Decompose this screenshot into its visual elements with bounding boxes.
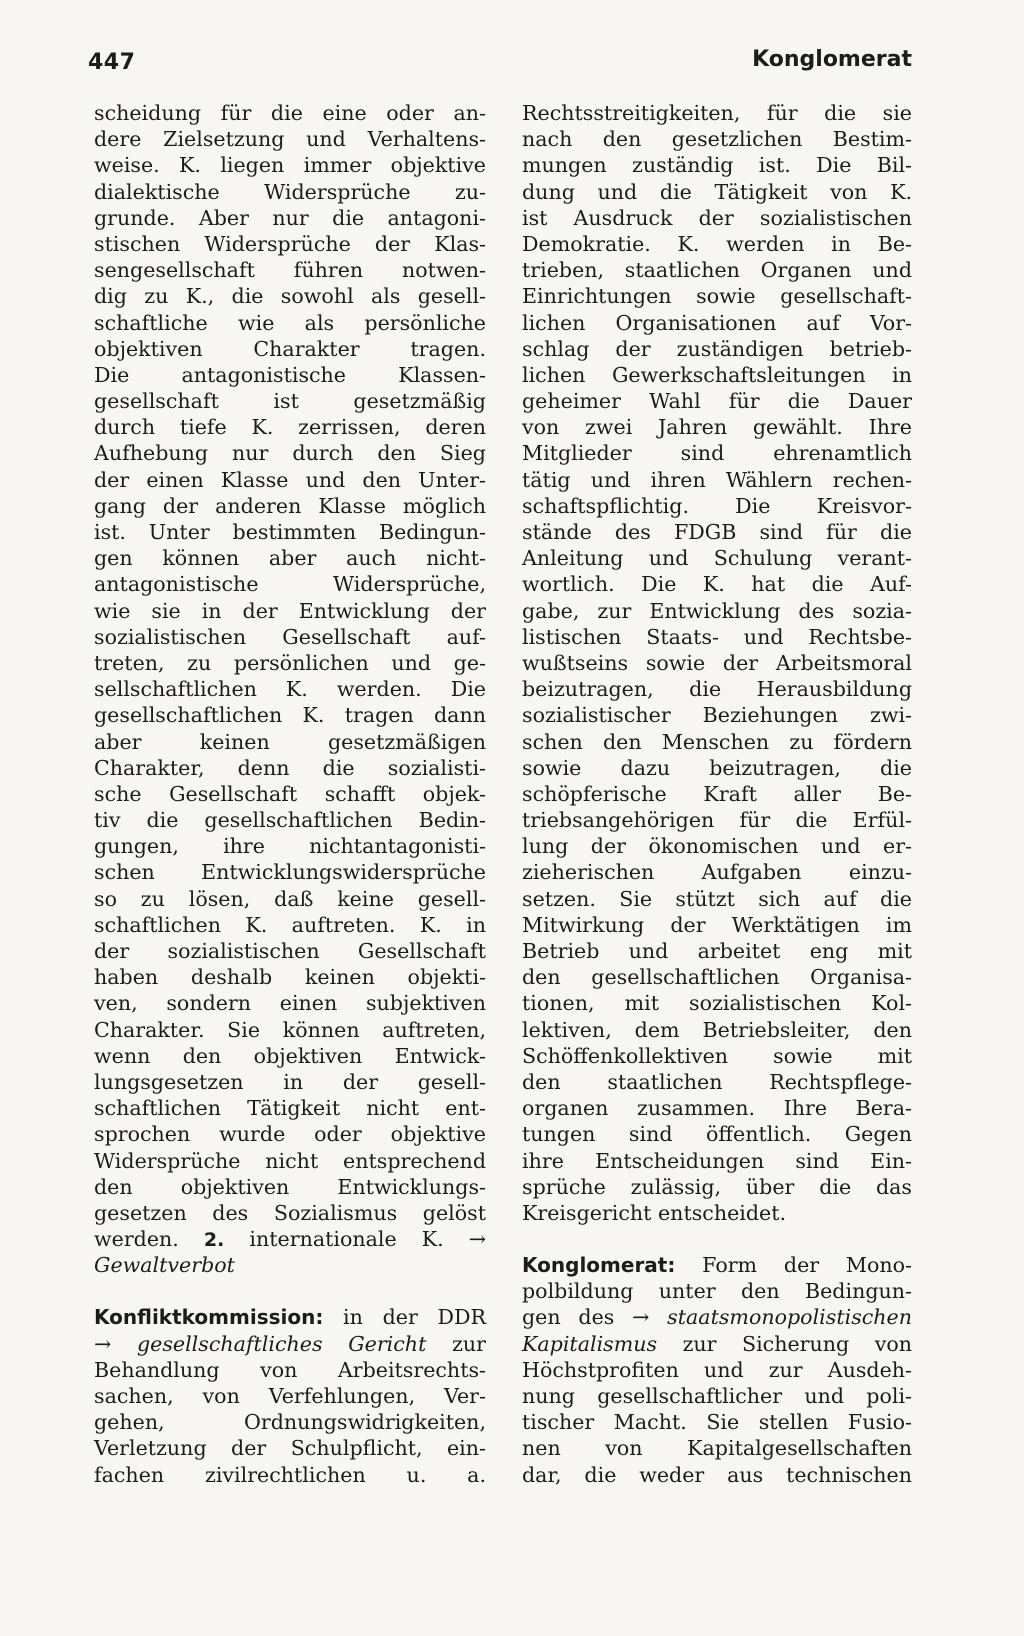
entry-konglomerat-head-line: Konglomerat: Form der Mono- — [522, 1253, 912, 1278]
text-line: gen des → staatsmonopolistischen — [522, 1305, 913, 1330]
text-line: tischer Macht. Sie stellen Fusio- — [522, 1410, 912, 1435]
text-line: mungen zuständig ist. Die Bil- — [522, 153, 912, 178]
text-line: werden. 2. internationale K. → — [94, 1227, 486, 1252]
text-line: fachen zivilrechtlichen u. a. — [94, 1462, 486, 1487]
text-line: den objektiven Entwicklungs- — [94, 1174, 486, 1199]
cross-reference: Kapitalismus — [522, 1331, 658, 1356]
text-line: Charakter. Sie können auftreten, — [94, 1017, 486, 1042]
text-line: nach den gesetzlichen Bestim- — [522, 127, 912, 152]
text-line: von zwei Jahren gewählt. Ihre — [522, 415, 912, 440]
text-line: zieherischen Aufgaben einzu- — [522, 860, 912, 885]
text-line: setzen. Sie stützt sich auf die — [522, 886, 912, 911]
right-column — [522, 100, 912, 1488]
text-line: stände des FDGB sind für die — [522, 520, 912, 544]
text-line: tionen, mit sozialistischen Kol- — [522, 991, 912, 1016]
text-line: polbildung unter den Bedingun- — [522, 1279, 912, 1304]
text-line: beizutragen, die Herausbildung — [522, 677, 912, 702]
cross-reference: Gewaltverbot — [94, 1253, 235, 1278]
text-line: Kapitalismus zur Sicherung von — [522, 1331, 912, 1356]
text-line: Demokratie. K. werden in Be- — [522, 231, 912, 256]
text-line: sachen, von Verfehlungen, Ver- — [94, 1384, 486, 1408]
text-line: treten, zu persönlichen und ge- — [94, 650, 486, 675]
text-line: lungsgesetzen in der gesell- — [94, 1069, 486, 1094]
text-line: gabe, zur Entwicklung des sozia- — [522, 598, 912, 623]
text-line: so zu lösen, daß keine gesell- — [94, 886, 486, 911]
text-line: wortlich. Die K. hat die Auf- — [522, 572, 912, 597]
text-line: dig zu K., die sowohl als gesell- — [94, 284, 486, 309]
text-line: sowie dazu beizutragen, die — [522, 755, 912, 780]
text-line: schaftliche wie als persönliche — [94, 310, 486, 335]
text-line: ist. Unter bestimmten Bedingun- — [94, 520, 486, 544]
text-line: Einrichtungen sowie gesellschaft- — [522, 284, 912, 309]
text-line: den gesellschaftlichen Organisa- — [522, 965, 912, 990]
text-line: Behandlung von Arbeitsrechts- — [94, 1357, 486, 1382]
left-column-text — [94, 100, 486, 1226]
text-line: organen zusammen. Ihre Bera- — [522, 1096, 912, 1121]
text-line: Rechtsstreitigkeiten, für die sie — [522, 101, 912, 125]
text-line: schen den Menschen zu fördern — [522, 729, 912, 754]
text-line: triebsangehörigen für die Erfül- — [522, 808, 912, 833]
entry-heading: Konglomerat: — [522, 1253, 676, 1278]
text-line: aber keinen gesetzmäßigen — [94, 729, 486, 754]
text-line: objektiven Charakter tragen. — [94, 336, 486, 361]
text-line: dialektische Widersprüche zu- — [94, 179, 486, 204]
text-line: stischen Widersprüche der Klas- — [94, 231, 486, 256]
text-line: sche Gesellschaft schafft objek- — [94, 781, 486, 806]
text-line: Höchstprofiten und zur Ausdeh- — [522, 1357, 912, 1382]
text-line: dere Zielsetzung und Verhaltens- — [94, 127, 486, 152]
entry-konfliktkommission-text — [94, 1357, 486, 1488]
text-line: dar, die weder aus technischen — [522, 1462, 912, 1487]
text-line: wenn den objektiven Entwick- — [94, 1043, 486, 1068]
text-line: schaftlichen K. auftreten. K. in — [94, 912, 486, 937]
text-line: durch tiefe K. zerrissen, deren — [94, 415, 486, 440]
entry-heading: Konfliktkommission: — [94, 1305, 324, 1330]
text-line: sprochen wurde oder objektive — [94, 1122, 486, 1147]
text-line: der einen Klasse und den Unter- — [94, 467, 486, 492]
running-head: Konglomerat — [752, 47, 912, 72]
text-line: Anleitung und Schulung verant- — [522, 546, 912, 571]
entry-konglomerat-text — [522, 1357, 912, 1488]
text-line: → gesellschaftliches Gericht zur — [94, 1331, 486, 1356]
text-line: grunde. Aber nur die antagoni- — [94, 205, 486, 230]
text-line: tätig und ihren Wählern rechen- — [522, 467, 912, 492]
text-line: Die antagonistische Klassen- — [94, 362, 486, 387]
text-line: scheidung für die eine oder an- — [94, 101, 486, 125]
text-line: Schöffenkollektiven sowie mit — [522, 1043, 912, 1068]
text-line: sozialistischen Gesellschaft auf- — [94, 624, 486, 649]
text-line: den staatlichen Rechtspflege- — [522, 1069, 912, 1094]
text-line: listischen Staats- und Rechtsbe- — [522, 624, 912, 649]
text-line: schen Entwicklungswidersprüche — [94, 860, 486, 885]
text-line: ven, sondern einen subjektiven — [94, 991, 486, 1016]
right-column-text — [522, 100, 912, 1200]
text-line: tungen sind öffentlich. Gegen — [522, 1122, 912, 1147]
text-line: wie sie in der Entwicklung der — [94, 598, 486, 623]
left-column — [94, 100, 486, 1488]
text-line: gang der anderen Klasse möglich — [94, 493, 486, 518]
text-line: nung gesellschaftlicher und poli- — [522, 1384, 912, 1408]
text-line: Charakter, denn die sozialisti- — [94, 755, 486, 780]
text-line: antagonistische Widersprüche, — [94, 572, 486, 597]
text-line: schöpferische Kraft aller Be- — [522, 781, 912, 806]
text-line: lichen Organisationen auf Vor- — [522, 310, 912, 335]
text-line: sellschaftlichen K. werden. Die — [94, 677, 486, 702]
text-line: Betrieb und arbeitet eng mit — [522, 939, 912, 963]
text-line: sozialistischer Beziehungen zwi- — [522, 703, 912, 728]
text-line: Mitwirkung der Werktätigen im — [522, 912, 912, 937]
text-line: Kreisgericht entscheidet. — [522, 1200, 787, 1225]
text-line: Widersprüche nicht entsprechend — [94, 1148, 486, 1173]
text-line: gungen, ihre nichtantagonisti- — [94, 834, 486, 859]
text-line: ihre Entscheidungen sind Ein- — [522, 1148, 912, 1173]
cross-reference: staatsmonopolistischen — [667, 1305, 913, 1330]
text-line: weise. K. liegen immer objektive — [94, 153, 486, 178]
text-line: schlag der zuständigen betrieb- — [522, 336, 912, 361]
page-number: 447 — [88, 50, 136, 75]
text-line: wußtseins sowie der Arbeitsmoral — [522, 650, 912, 675]
text-line: der sozialistischen Gesellschaft — [94, 939, 486, 963]
text-line: lichen Gewerkschaftsleitungen in — [522, 362, 912, 387]
text-line: Verletzung der Schulpflicht, ein- — [94, 1436, 486, 1461]
text-line: schaftspflichtig. Die Kreisvor- — [522, 493, 912, 518]
text-line: lung der ökonomischen und er- — [522, 834, 912, 859]
text-line: schaftlichen Tätigkeit nicht ent- — [94, 1096, 486, 1121]
text-line: lektiven, dem Betriebsleiter, den — [522, 1017, 912, 1042]
text-line: trieben, staatlichen Organen und — [522, 258, 912, 283]
text-line: Mitglieder sind ehrenamtlich — [522, 441, 912, 466]
text-line: sprüche zulässig, über die das — [522, 1174, 912, 1199]
text-line: sengesellschaft führen notwen- — [94, 258, 486, 283]
text-line: gen können aber auch nicht- — [94, 546, 486, 571]
text-line: tiv die gesellschaftlichen Bedin- — [94, 808, 486, 833]
text-line: geheimer Wahl für die Dauer — [522, 389, 912, 414]
entry-konfliktkommission-head-line: Konfliktkommission: in der DDR — [94, 1305, 487, 1330]
text-line: dung und die Tätigkeit von K. — [522, 179, 912, 204]
text-line: Aufhebung nur durch den Sieg — [94, 441, 486, 466]
text-line: haben deshalb keinen objekti- — [94, 965, 486, 990]
text-line: nen von Kapitalgesellschaften — [522, 1436, 912, 1461]
text-line: gehen, Ordnungswidrigkeiten, — [94, 1410, 486, 1435]
text-line: ist Ausdruck der sozialistischen — [522, 205, 912, 230]
cross-reference: gesellschaftliches Gericht — [136, 1331, 427, 1356]
text-line: gesellschaftlichen K. tragen dann — [94, 703, 486, 728]
text-line: gesetzen des Sozialismus gelöst — [94, 1200, 486, 1225]
text-line: gesellschaft ist gesetzmäßig — [94, 389, 486, 414]
